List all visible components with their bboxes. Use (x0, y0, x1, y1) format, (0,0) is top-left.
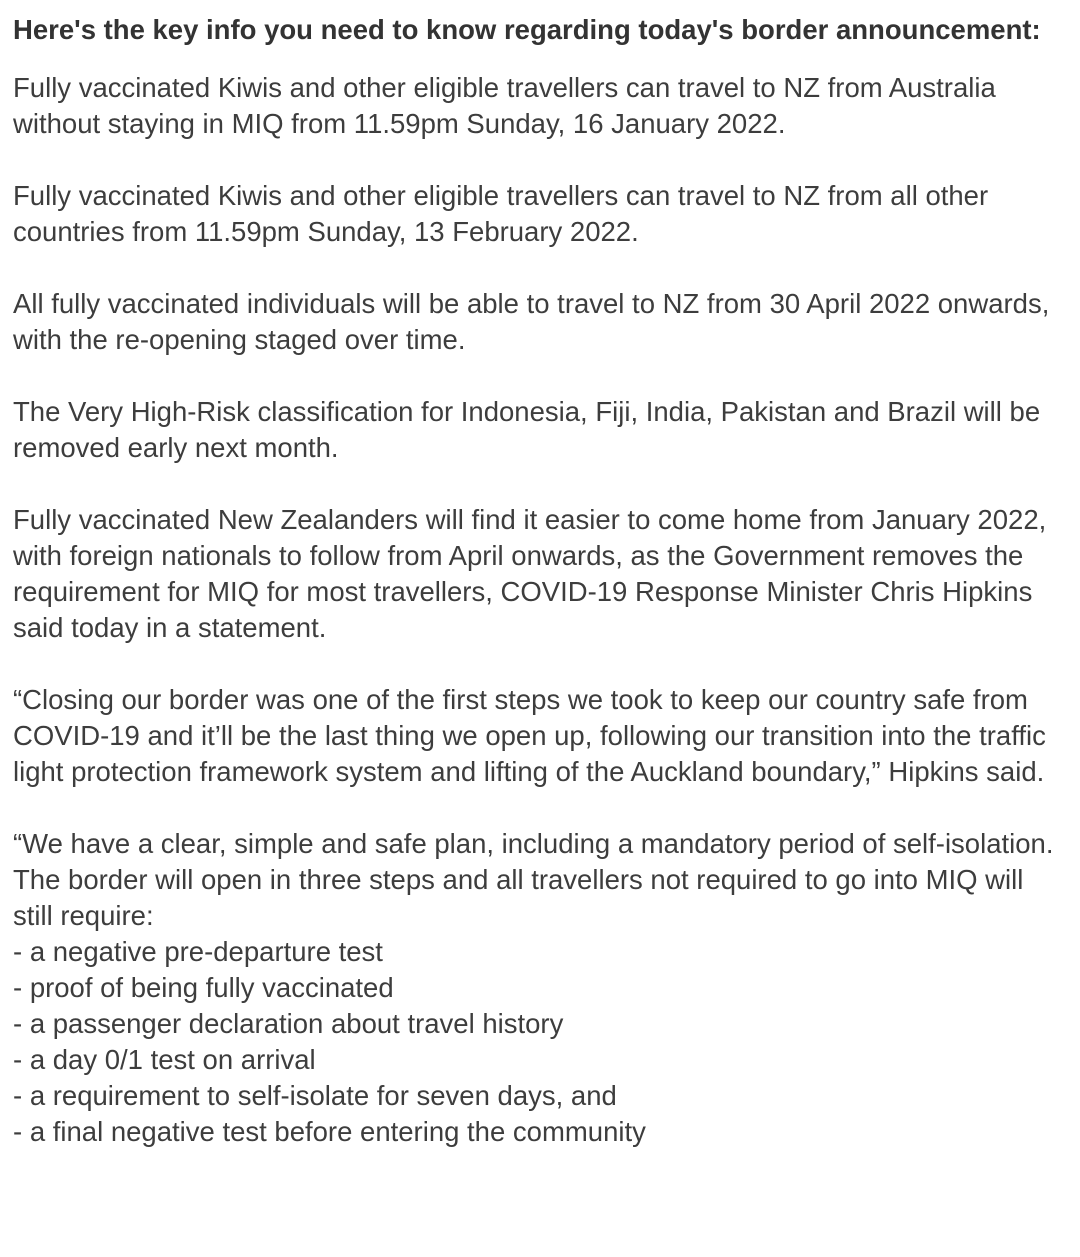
list-item: - a requirement to self-isolate for seven days, and (13, 1078, 1068, 1114)
paragraph-plan-intro: “We have a clear, simple and safe plan, including a mandatory period of self-isolation. The border will open in three steps and all travellers not required to go into MIQ will still require: (13, 828, 1054, 931)
paragraph-high-risk: The Very High-Risk classification for Indonesia, Fiji, India, Pakistan and Brazil will be removed early next month. (13, 396, 1041, 463)
paragraph-australia: Fully vaccinated Kiwis and other eligible travellers can travel to NZ from Australia without staying in MIQ from 11.59pm Sunday, 16 January 2022. (13, 72, 996, 139)
article-heading: Here's the key info you need to know regarding today's border announcement: (13, 14, 1041, 45)
paragraph-hipkins-quote: “Closing our border was one of the first steps we took to keep our country safe from COVID-19 and it’ll be the last thing we open up, following our transition into the traffic light protection framework system and lifting of the Auckland boundary,” Hipkins said. (13, 684, 1046, 787)
list-item: - a final negative test before entering the community (13, 1114, 1068, 1150)
requirements-list (13, 934, 1068, 1150)
list-item: - a negative pre-departure test (13, 934, 1068, 970)
list-item: - a day 0/1 test on arrival (13, 1042, 1068, 1078)
paragraph-new-zealanders: Fully vaccinated New Zealanders will find it easier to come home from January 2022, with foreign nationals to follow from April onwards, as the Government removes the requirement for MIQ for most travellers, COVID-19 Response Minister Chris Hipkins said today in a statement. (13, 504, 1047, 643)
list-item: - a passenger declaration about travel history (13, 1006, 1068, 1042)
paragraph-other-countries: Fully vaccinated Kiwis and other eligible travellers can travel to NZ from all other countries from 11.59pm Sunday, 13 February 2022. (13, 180, 989, 247)
list-item: - proof of being fully vaccinated (13, 970, 1068, 1006)
paragraph-all-vaccinated: All fully vaccinated individuals will be able to travel to NZ from 30 April 2022 onwards, with the re-opening staged over time. (13, 288, 1050, 355)
